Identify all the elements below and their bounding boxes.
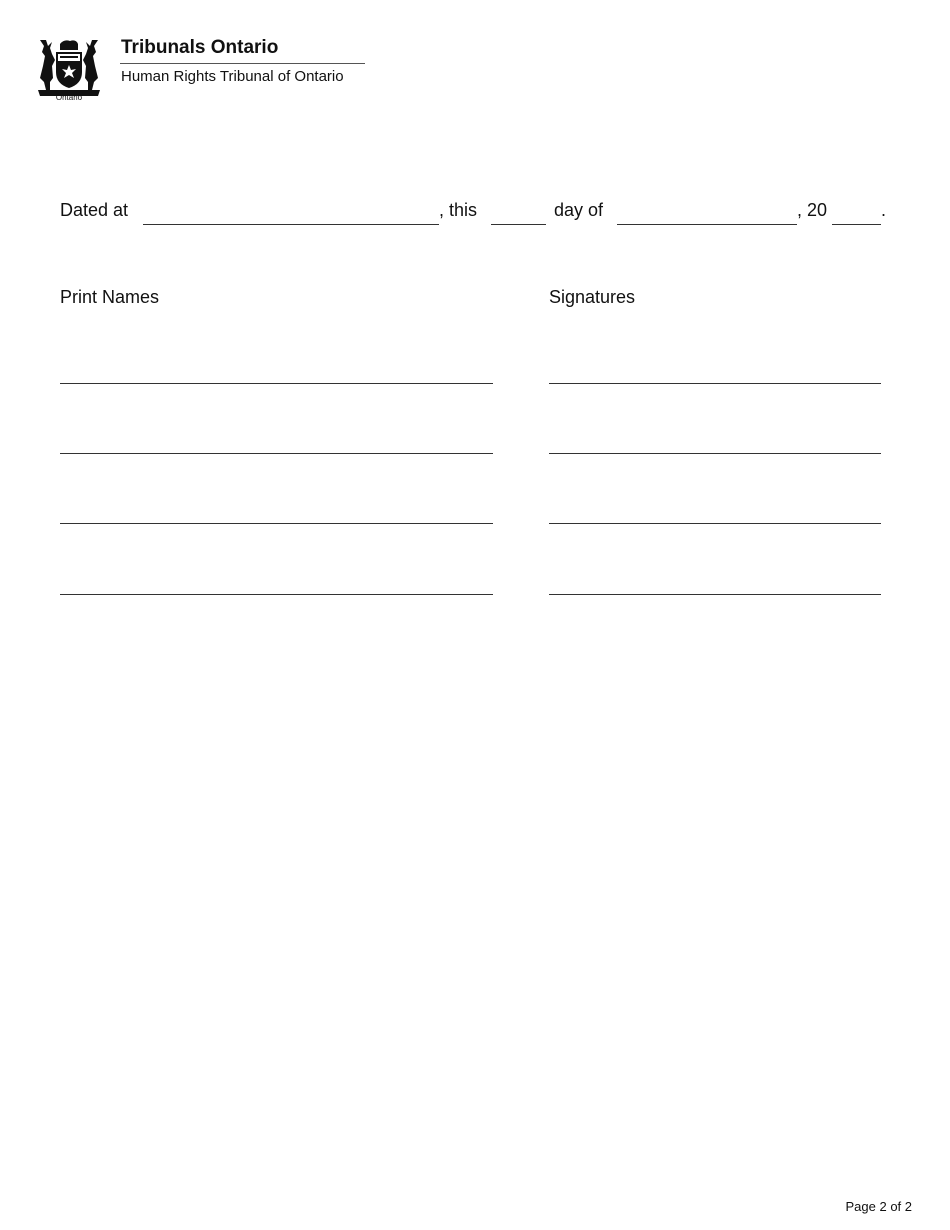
print-name-field-4[interactable] bbox=[60, 594, 493, 595]
logo-caption: Ontario bbox=[55, 93, 83, 102]
day-of-label: day of bbox=[554, 200, 604, 220]
dated-at-label: Dated at bbox=[60, 200, 129, 220]
year-field[interactable] bbox=[832, 224, 881, 225]
print-names-heading: Print Names bbox=[60, 287, 160, 307]
org-title: Tribunals Ontario bbox=[121, 37, 279, 58]
month-field[interactable] bbox=[617, 224, 797, 225]
header-divider bbox=[120, 63, 365, 64]
this-label: , this bbox=[439, 200, 478, 220]
print-name-field-3[interactable] bbox=[60, 523, 493, 524]
signature-field-2[interactable] bbox=[549, 453, 881, 454]
signature-field-4[interactable] bbox=[549, 594, 881, 595]
period-label: . bbox=[881, 200, 887, 220]
org-subtitle: Human Rights Tribunal of Ontario bbox=[121, 68, 344, 85]
signature-field-3[interactable] bbox=[549, 523, 881, 524]
print-name-field-1[interactable] bbox=[60, 383, 493, 384]
place-field[interactable] bbox=[143, 224, 439, 225]
day-field[interactable] bbox=[491, 224, 546, 225]
print-name-field-2[interactable] bbox=[60, 453, 493, 454]
page-number: Page 2 of 2 bbox=[845, 1199, 912, 1214]
year-prefix-label: , 20 bbox=[797, 200, 828, 220]
signatures-heading: Signatures bbox=[549, 287, 636, 307]
signature-field-1[interactable] bbox=[549, 383, 881, 384]
